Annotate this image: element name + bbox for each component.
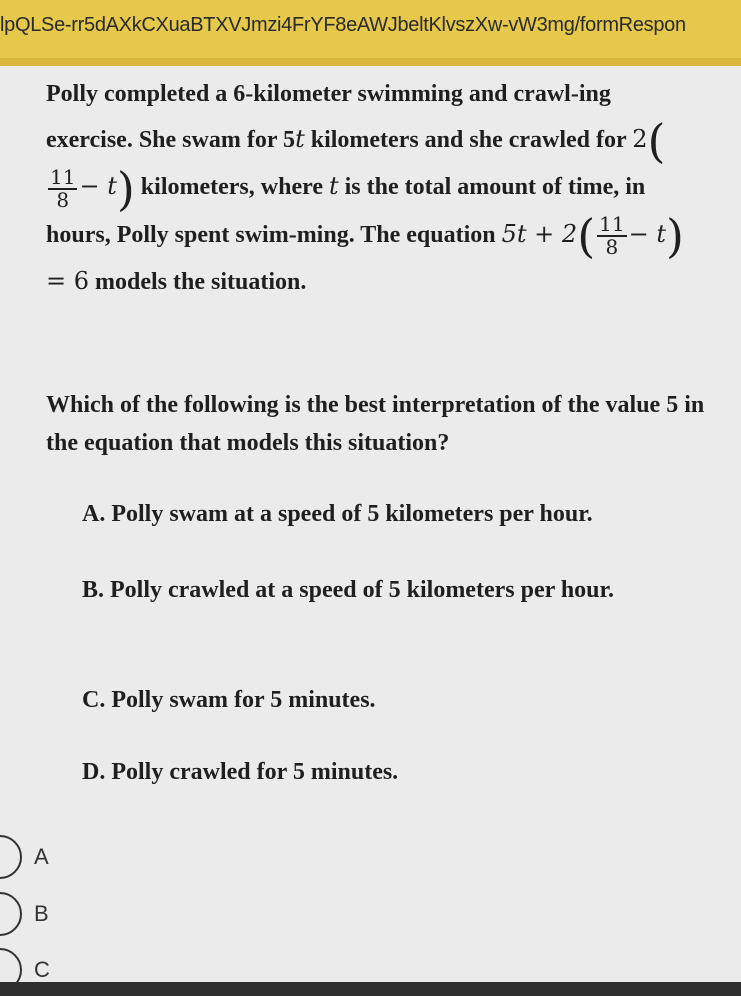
- coefficient-2: 2: [632, 125, 648, 153]
- question-text: Which of the following is the best interpretation of the value 5 in the equation that models this situation?: [46, 392, 705, 456]
- answer-option-b[interactable]: [0, 892, 49, 936]
- fraction-denominator: 8: [56, 187, 70, 212]
- eq-right-paren: ): [665, 209, 684, 264]
- answer-label-a[interactable]: A: [34, 844, 49, 869]
- radio-b[interactable]: [0, 892, 22, 936]
- right-paren: ): [116, 161, 135, 216]
- problem-statement: [46, 72, 696, 305]
- eq-minus-t: − t: [628, 219, 666, 248]
- problem-text-3: kilometers, where: [134, 174, 329, 201]
- left-paren: (: [647, 114, 666, 169]
- variable-t-2: t: [328, 172, 339, 201]
- radio-a[interactable]: [0, 835, 22, 879]
- answer-label-b[interactable]: B: [34, 901, 49, 926]
- choice-b: B. Polly crawled at a speed of 5 kilometers per hour.: [82, 577, 614, 603]
- minus-t: − t: [79, 172, 117, 201]
- variable-t: t: [295, 125, 305, 153]
- choice-c: C. Polly swam for 5 minutes.: [82, 687, 376, 713]
- fraction-numerator: 11: [50, 164, 76, 189]
- choice-a: A. Polly swam at a speed of 5 kilometers per hour.: [82, 501, 593, 527]
- bottom-bar: [0, 982, 741, 996]
- eq-fraction: [597, 214, 626, 258]
- eq-fraction-denominator: 8: [605, 235, 619, 260]
- choice-d: D. Polly crawled for 5 minutes.: [82, 759, 399, 785]
- address-bar-edge: [0, 58, 741, 66]
- address-bar[interactable]: [0, 0, 741, 66]
- problem-text-2: kilometers and she crawled for: [304, 127, 633, 153]
- equation-lhs: 5t + 2: [501, 219, 578, 248]
- eq-left-paren: (: [577, 209, 596, 264]
- eq-fraction-numerator: 11: [599, 212, 625, 237]
- problem-text-1: Polly completed a 6-kilometer swimming and crawl-ing exercise. She swam for 5: [46, 81, 611, 153]
- fraction: [48, 164, 77, 212]
- problem-text-4: is the total amount of time, in hours, Polly spent swim-ming. The equation: [46, 174, 646, 248]
- equation-rhs: = 6: [46, 267, 90, 296]
- answer-option-a[interactable]: [0, 835, 49, 879]
- url-text[interactable]: lpQLSe-rr5dAXkCXuaBTXVJmzi4FrYF8eAWJbeltKlvszXw-vW3mg/formRespon: [0, 14, 686, 36]
- answer-label-c[interactable]: C: [34, 957, 50, 982]
- problem-text-5: models the situation.: [89, 269, 307, 296]
